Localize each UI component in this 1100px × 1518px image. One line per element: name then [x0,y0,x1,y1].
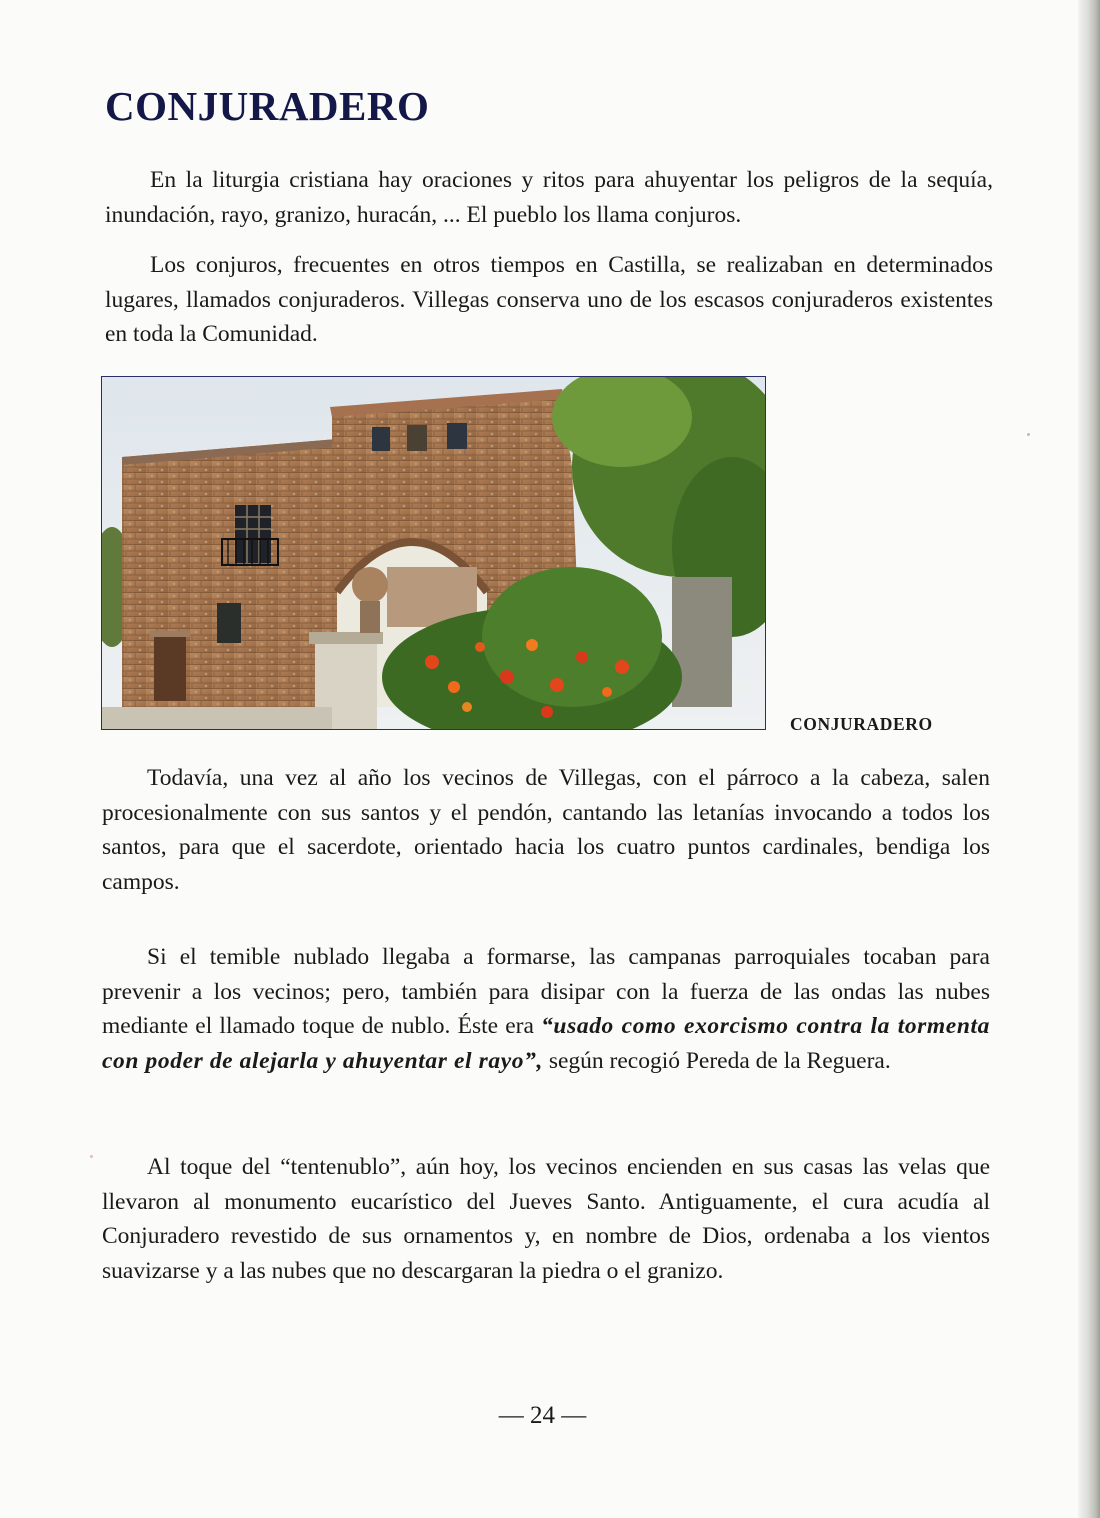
paragraph-tentenublo-text: Al toque del “tentenublo”, aún hoy, los vecinos encienden en sus casas las velas que llevaron al monumento eucarístico del Jueves Santo. Antiguamente, el cura acudía al Conjuradero revestido de sus ornamentos y, en nombre de Dios, ordenaba a los vientos suavizarse y a las nubes que no descargaran la piedra o el granizo. [102,1154,990,1284]
paragraph-nublado-ending: según recogió Pereda de la Reguera. [542,1047,891,1074]
paragraph-conjuros-text: Los conjuros, frecuentes en otros tiempos en Castilla, se realizaban en determinados lugares, llamados conjuraderos. Villegas conserva uno de los escasos conjuraderos existentes en toda la Comunidad. [105,252,993,347]
page-edge-shadow [1078,0,1100,1518]
page-number: — 24 — [498,1402,587,1429]
paragraph-tentenublo [102,1150,990,1288]
paragraph-procession [102,761,990,899]
conjuradero-photo [101,376,766,730]
photo-caption: CONJURADERO [790,714,933,734]
paragraph-liturgy [105,163,993,232]
paragraph-conjuros [105,248,993,352]
paragraph-nublado [102,940,990,1078]
pereda-quote: “usado como exorcismo contra la tormenta con poder de alejarla y ahuyentar el rayo”, [102,1013,990,1074]
page-title: CONJURADERO [105,83,430,129]
print-speck [90,1155,93,1158]
print-speck [1027,433,1030,436]
paragraph-procession-text: Todavía, una vez al año los vecinos de Villegas, con el párroco a la cabeza, salen procesionalmente con sus santos y el pendón, cantando las letanías invocando a todos los santos, para que el sacerdote, orientado hacia los cuatro puntos cardinales, bendiga los campos. [102,765,990,895]
paragraph-liturgy-text: En la liturgia cristiana hay oraciones y ritos para ahuyentar los peligros de la sequía, inundación, rayo, granizo, huracán, ... El pueblo los llama conjuros. [105,167,993,228]
paragraph-nublado-text: Si el temible nublado llegaba a formarse, las campanas parroquiales tocaban para prevenir a los vecinos; pero, también para disipar con la fuerza de las ondas las nubes mediante el llamado toque de nublo. Éste era [102,944,990,1039]
